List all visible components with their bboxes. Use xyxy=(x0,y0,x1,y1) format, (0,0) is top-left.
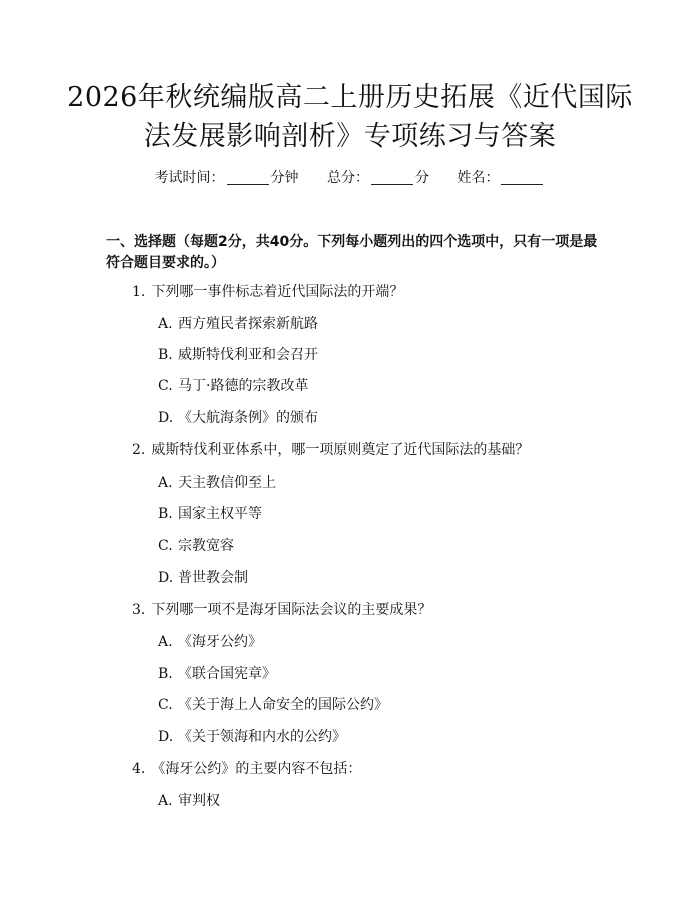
option-letter: C. xyxy=(158,538,173,554)
option-text: 西方殖民者探索新航路 xyxy=(178,316,318,332)
question-4 xyxy=(132,759,361,779)
option-text: 宗教宽容 xyxy=(178,538,234,554)
option-letter: D. xyxy=(158,410,174,426)
name-blank xyxy=(501,170,543,185)
exam-time-unit: 分钟 xyxy=(270,170,299,186)
question-text: 《海牙公约》的主要内容不包括： xyxy=(151,761,362,777)
total-score-unit: 分 xyxy=(415,170,429,186)
section-heading: 一、选择题（每题2分，共40分。下列每小题列出的四个选项中，只有一项是最符合题目要求的。） xyxy=(106,234,598,271)
question-number: 3. xyxy=(132,602,146,618)
option-2a xyxy=(158,473,276,493)
option-letter: B. xyxy=(158,506,173,522)
option-3a xyxy=(158,632,262,652)
name-label: 姓名： xyxy=(457,170,500,186)
exam-info-line xyxy=(0,168,700,188)
option-text: 威斯特伐利亚和会召开 xyxy=(178,347,318,363)
option-letter: A. xyxy=(158,316,173,332)
total-score-blank xyxy=(371,170,413,185)
question-text: 威斯特伐利亚体系中，哪一项原则奠定了近代国际法的基础？ xyxy=(151,442,530,458)
question-number: 4. xyxy=(132,761,146,777)
option-3d xyxy=(158,727,346,747)
option-2d xyxy=(158,568,248,588)
total-score-label: 总分： xyxy=(327,170,369,186)
option-letter: D. xyxy=(158,729,174,745)
question-number: 1. xyxy=(132,284,146,300)
option-text: 审判权 xyxy=(178,793,220,809)
option-2c xyxy=(158,536,234,556)
option-2b xyxy=(158,504,262,524)
option-4a xyxy=(158,791,220,811)
option-letter: B. xyxy=(158,347,173,363)
option-3b xyxy=(158,664,276,684)
exam-time-field xyxy=(155,170,299,186)
exam-time-blank xyxy=(227,170,269,185)
option-1c xyxy=(158,376,308,396)
question-text: 下列哪一项不是海牙国际法会议的主要成果？ xyxy=(151,602,432,618)
option-letter: D. xyxy=(158,570,174,586)
option-letter: C. xyxy=(158,697,173,713)
option-3c xyxy=(158,695,388,715)
option-1b xyxy=(158,345,318,365)
option-letter: A. xyxy=(158,475,173,491)
option-text: 《关于海上人命安全的国际公约》 xyxy=(178,697,388,713)
option-text: 天主教信仰至上 xyxy=(178,475,276,491)
option-text: 《海牙公约》 xyxy=(178,634,262,650)
option-text: 马丁·路德的宗教改革 xyxy=(178,378,309,394)
option-1a xyxy=(158,314,318,334)
option-letter: A. xyxy=(158,793,173,809)
total-score-field xyxy=(327,170,429,186)
option-letter: A. xyxy=(158,634,173,650)
option-text: 《联合国宪章》 xyxy=(178,666,276,682)
option-letter: B. xyxy=(158,666,173,682)
question-text: 下列哪一事件标志着近代国际法的开端？ xyxy=(151,284,404,300)
option-letter: C. xyxy=(158,378,173,394)
question-1 xyxy=(132,282,403,302)
name-field xyxy=(457,170,545,186)
option-text: 《大航海条例》的颁布 xyxy=(178,410,318,426)
question-number: 2. xyxy=(132,442,146,458)
exam-time-label: 考试时间： xyxy=(154,170,225,186)
option-text: 《关于领海和内水的公约》 xyxy=(178,729,346,745)
option-text: 国家主权平等 xyxy=(178,506,262,522)
question-3 xyxy=(132,600,431,620)
option-1d xyxy=(158,408,318,428)
question-2 xyxy=(132,440,529,460)
option-text: 普世教会制 xyxy=(178,570,248,586)
document-title: 2026年秋统编版高二上册历史拓展《近代国际法发展影响剖析》专项练习与答案 xyxy=(67,82,633,152)
